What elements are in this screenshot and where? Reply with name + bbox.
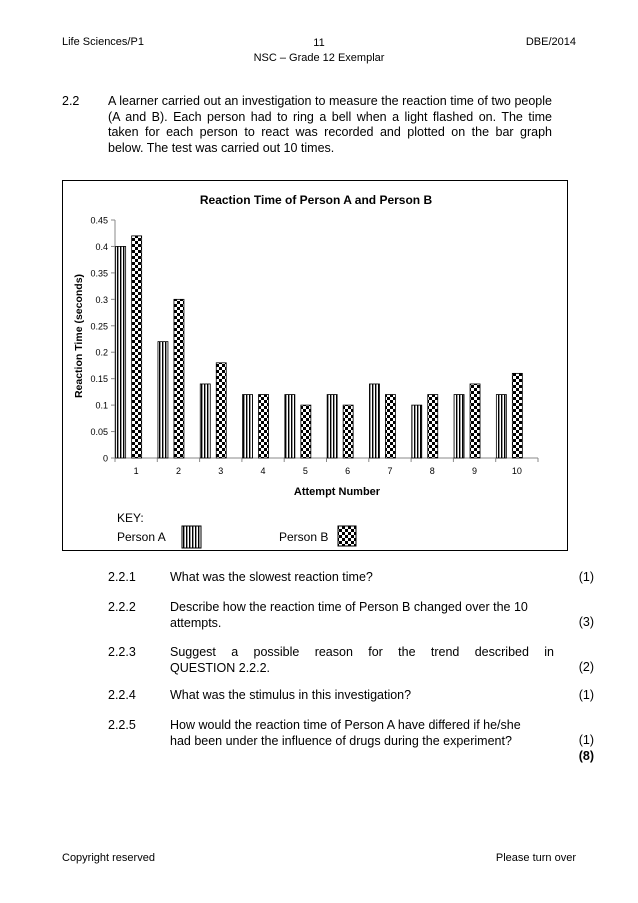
subquestion-line: had been under the influence of drugs during the experiment?: [170, 733, 512, 748]
bar-series: [116, 236, 523, 458]
bar-person-a: [369, 384, 379, 458]
subquestion-line: Suggest a possible reason for the trend described in: [170, 645, 554, 659]
x-tick-label: 3: [218, 466, 224, 476]
bar-person-b: [132, 236, 142, 458]
x-tick-label: 10: [511, 466, 522, 476]
bar-person-a: [200, 384, 210, 458]
subquestion-marks: (1): [578, 570, 594, 584]
bar-person-b: [259, 395, 269, 458]
y-tick-label: 0.05: [90, 427, 108, 438]
x-tick-label: 8: [429, 466, 435, 476]
y-tick-label: 0.1: [95, 400, 108, 411]
subquestion-number: 2.2.5: [108, 718, 136, 732]
bar-person-a: [412, 405, 422, 458]
total-marks: (8): [578, 749, 594, 763]
x-tick-label: 6: [345, 466, 351, 476]
x-tick-label: 2: [175, 466, 181, 476]
subquestion-line: attempts.: [170, 615, 222, 630]
x-tick-label: 7: [387, 466, 393, 476]
y-tick-label: 0: [102, 453, 108, 464]
subquestion-marks: (3): [578, 615, 594, 629]
legend-person-b-swatch: [338, 526, 356, 546]
subquestion-number: 2.2.1: [108, 570, 136, 584]
subquestion-number: 2.2.4: [108, 688, 136, 702]
bar-person-b: [343, 405, 353, 458]
bar-person-b: [470, 384, 480, 458]
y-axis-label: Reaction Time (seconds): [73, 273, 85, 399]
x-tick-label: 9: [472, 466, 478, 476]
bar-person-a: [454, 395, 464, 458]
question-number: 2.2: [62, 94, 80, 108]
subquestion-text: [170, 570, 554, 586]
subquestion-text: [170, 718, 554, 749]
chart-container: [62, 180, 568, 551]
chart-legend: [117, 511, 356, 548]
subquestion-number: 2.2.3: [108, 645, 136, 659]
bar-person-b: [428, 395, 438, 458]
y-tick-label: 0.15: [90, 374, 108, 385]
bar-person-a: [243, 395, 253, 458]
bar-person-b: [512, 373, 522, 458]
bar-person-b: [301, 405, 311, 458]
bar-person-a: [327, 395, 337, 458]
y-tick-label: 0.25: [90, 321, 108, 332]
bar-person-a: [116, 246, 126, 458]
subquestion-marks: (2): [578, 660, 594, 674]
y-tick-label: 0.3: [95, 294, 108, 305]
footer-turn-over: Please turn over: [495, 852, 576, 864]
bar-chart: [63, 181, 569, 552]
subquestion-line: What was the slowest reaction time?: [170, 570, 373, 584]
subquestion-line: What was the stimulus in this investigation?: [170, 688, 412, 702]
legend-person-a-label: Person A: [117, 530, 166, 544]
x-tick-label: 4: [260, 466, 266, 476]
subquestion-line: How would the reaction time of Person A have differed if he/she: [170, 718, 521, 732]
page-number: 11: [313, 37, 325, 49]
question-text: A learner carried out an investigation to measure the reaction time of two people (A and B). Each person had to ring a bell when a light flashed on. The time taken for each person to react was recorded and plotted on the bar graph below. The test was carried out 10 times.: [108, 94, 552, 155]
subquestion-text: [170, 688, 554, 704]
footer-copyright: Copyright reserved: [62, 852, 155, 864]
subquestion-line: QUESTION 2.2.2.: [170, 660, 271, 675]
bar-person-a: [285, 395, 295, 458]
legend-key-label: KEY:: [117, 511, 144, 525]
bar-person-b: [385, 395, 395, 458]
y-axis-ticks: [90, 216, 115, 464]
y-tick-label: 0.4: [95, 241, 108, 252]
subquestion-text: [170, 645, 554, 676]
x-axis-ticks: [115, 458, 538, 476]
x-tick-label: 5: [302, 466, 308, 476]
header-subtitle: NSC – Grade 12 Exemplar: [253, 52, 385, 64]
bar-person-b: [216, 363, 226, 458]
subquestion-marks: (1): [578, 733, 594, 747]
subquestion-text: [170, 600, 554, 631]
subquestion-line: Describe how the reaction time of Person B changed over the 10: [170, 600, 528, 614]
bar-person-b: [174, 299, 184, 458]
legend-person-b-label: Person B: [279, 530, 329, 544]
y-tick-label: 0.45: [90, 215, 108, 226]
header-subject: Life Sciences/P1: [62, 36, 144, 48]
x-tick-label: 1: [133, 466, 139, 476]
x-axis-label: Attempt Number: [293, 486, 381, 498]
bar-person-a: [496, 395, 506, 458]
header-code: DBE/2014: [525, 36, 576, 48]
bar-person-a: [158, 342, 168, 458]
subquestion-number: 2.2.2: [108, 600, 136, 614]
y-tick-label: 0.2: [95, 347, 108, 358]
legend-person-a-swatch: [182, 526, 201, 548]
chart-title: Reaction Time of Person A and Person B: [199, 193, 433, 207]
y-tick-label: 0.35: [90, 268, 108, 279]
subquestion-marks: (1): [578, 688, 594, 702]
